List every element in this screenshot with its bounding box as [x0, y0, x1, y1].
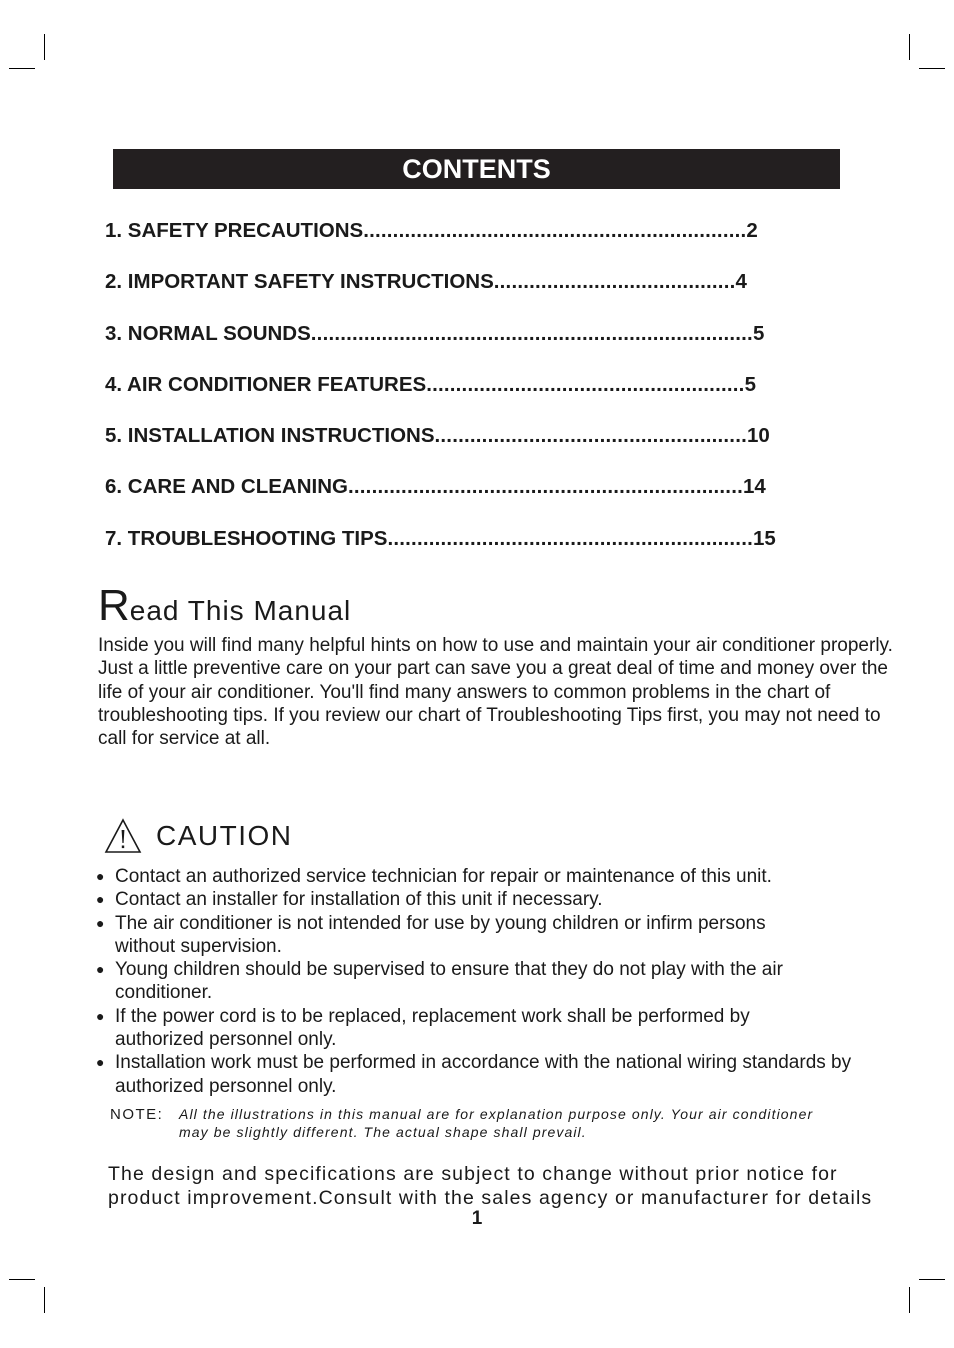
toc-item-page: 15 — [753, 526, 776, 550]
toc-item-page: 2 — [746, 219, 758, 242]
caution-item-text: If the power cord is to be replaced, replacement work shall be performed by authorized personnel only. — [115, 1005, 750, 1051]
caution-item-text: Contact an authorized service technician for repair or maintenance of this unit. — [115, 866, 772, 887]
toc-item-installation-instructions — [105, 421, 824, 472]
toc-item-title: 7. TROUBLESHOOTING TIPS — [105, 526, 388, 550]
caution-item — [96, 1051, 905, 1098]
caution-item-text: Young children should be supervised to ensure that they do not play with the air conditioner. — [115, 959, 783, 1004]
toc-item-title: 6. CARE AND CLEANING — [105, 475, 348, 499]
caution-item-text: Contact an installer for installation of this unit if necessary. — [115, 889, 603, 911]
toc-item-title: 2. IMPORTANT SAFETY INSTRUCTIONS — [105, 270, 494, 294]
caution-list — [96, 865, 896, 1098]
caution-item — [96, 888, 896, 911]
caution-item — [96, 865, 896, 888]
bullet: ● — [96, 914, 105, 931]
warning-icon — [104, 817, 142, 855]
disclaimer-line-2: product improvement.Consult with the sales agency or manufacturer for details — [108, 1187, 873, 1209]
note-text: All the illustrations in this manual are for explanation purpose only. Your air conditioner may be slightly different. The actual shape shall prevail. — [179, 1106, 814, 1140]
toc-item-title: 5. INSTALLATION INSTRUCTIONS — [105, 424, 435, 448]
toc-item-leader: ..................................................... — [434, 424, 747, 448]
read-manual-heading — [98, 583, 351, 634]
toc-item-normal-sounds — [105, 319, 814, 370]
toc-item-care-and-cleaning — [105, 472, 823, 523]
crop-mark — [44, 34, 45, 60]
bullet: ● — [96, 868, 105, 884]
toc-item-title: 4. AIR CONDITIONER FEATURES — [105, 372, 427, 396]
disclaimer-line-1: The design and specifications are subject to change without prior notice for — [108, 1163, 838, 1185]
toc-item-leader: ................................................................... — [347, 475, 743, 499]
toc-item-leader: ......................................... — [493, 270, 736, 294]
contents-title: CONTENTS — [113, 149, 840, 189]
toc-item-safety-precautions — [105, 216, 808, 267]
page-number: 1 — [471, 1208, 483, 1229]
crop-mark — [44, 1287, 45, 1313]
table-of-contents — [105, 216, 829, 575]
toc-item-page: 4 — [735, 270, 747, 294]
toc-item-troubleshooting-tips — [105, 524, 829, 575]
note-label: NOTE: — [110, 1106, 164, 1123]
crop-mark — [9, 1279, 35, 1280]
heading-initial: R — [98, 581, 130, 630]
toc-item-important-safety-instructions — [105, 267, 808, 318]
toc-item-page: 5 — [752, 321, 765, 345]
caution-item — [96, 1005, 820, 1052]
toc-item-leader: ...................................................... — [426, 372, 745, 396]
caution-item — [96, 958, 851, 1005]
crop-mark — [919, 68, 945, 69]
toc-item-title: 1. SAFETY PRECAUTIONS — [105, 219, 364, 242]
bullet: ● — [96, 1054, 105, 1071]
caution-item-text: Installation work must be performed in accordance with the national wiring standards by authorized personnel only. — [115, 1052, 852, 1097]
toc-item-page: 5 — [744, 372, 756, 396]
caution-heading — [104, 814, 293, 858]
toc-item-page: 14 — [743, 475, 766, 499]
toc-item-page: 10 — [746, 424, 770, 448]
caution-title: CAUTION — [156, 820, 293, 851]
toc-item-title: 3. NORMAL SOUNDS — [105, 321, 311, 345]
toc-item-leader: ........................................................................... — [310, 321, 753, 345]
heading-rest: ead This Manual — [129, 595, 352, 626]
crop-mark — [909, 34, 910, 60]
toc-item-air-conditioner-features — [105, 370, 816, 421]
disclaimer — [108, 1162, 928, 1210]
read-manual-body: Inside you will find many helpful hints on how to use and maintain your air conditioner properly. Just a little preventive care on your part can save you a great deal of time and money over the life of your air conditioner. You'll find many answers to common problems in the chart of troubleshooting tips. If you review our chart of Troubleshooting Tips first, you may not need to call for service at all. — [98, 635, 893, 750]
crop-mark — [919, 1279, 945, 1280]
crop-mark — [9, 68, 35, 69]
caution-item — [96, 912, 830, 959]
crop-mark — [909, 1287, 910, 1313]
caution-item-text: The air conditioner is not intended for use by young children or infirm persons without supervision. — [115, 912, 766, 957]
bullet: ● — [96, 961, 105, 978]
toc-item-leader: ................................................................. — [363, 219, 747, 242]
toc-item-leader: .............................................................. — [387, 526, 753, 550]
bullet: ● — [96, 1007, 105, 1024]
bullet: ● — [96, 891, 105, 908]
